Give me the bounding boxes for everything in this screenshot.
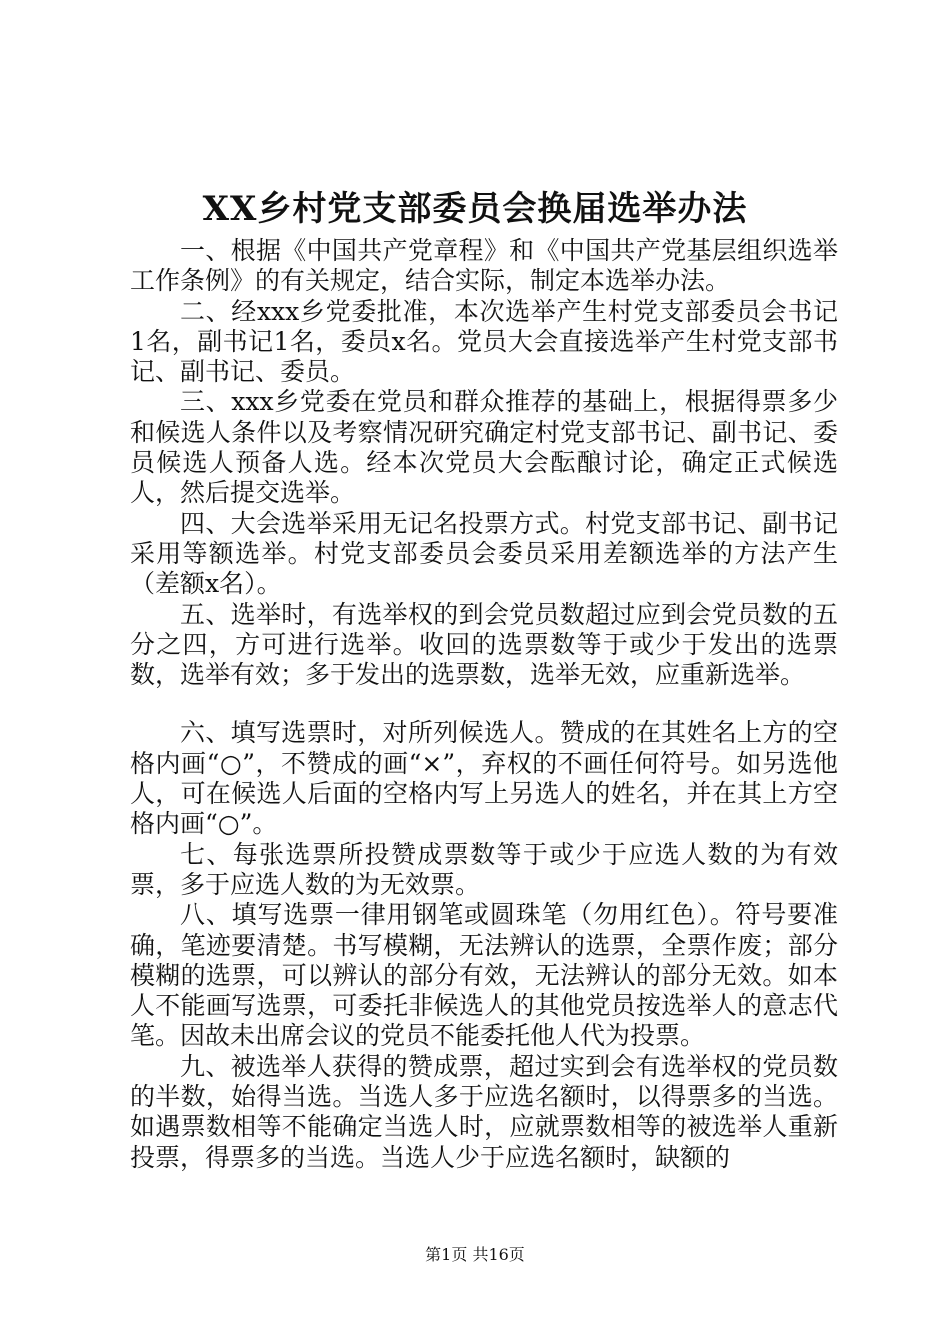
paragraph-4: 四、大会选举采用无记名投票方式。村党支部书记、副书记采用等额选举。村党支部委员会委员采用差额选举的方法产生（差额x名）。 <box>130 508 838 599</box>
page-footer: 第1页 共16页 <box>425 1245 525 1264</box>
paragraph-9: 九、被选举人获得的赞成票，超过实到会有选举权的党员数的半数，始得当选。当选人多于应选名额时，以得票多的当选。如遇票数相等不能确定当选人时，应就票数相等的被选举人重新投票，得票多的当选。当选人少于应选名额时，缺额的 <box>130 1051 838 1172</box>
paragraph-6: 六、填写选票时，对所列候选人。赞成的在其姓名上方的空格内画“○”，不赞成的画“×”，弃权的不画任何符号。如另选他人，可在候选人后面的空格内写上另选人的姓名，并在其上方空格内画“○”。 <box>130 718 838 839</box>
paragraph-1: 一、根据《中国共产党章程》和《中国共产党基层组织选举工作条例》的有关规定，结合实际，制定本选举办法。 <box>130 236 838 296</box>
paragraph-8: 八、填写选票一律用钢笔或圆珠笔（勿用红色）。符号要准确，笔迹要清楚。书写模糊，无法辨认的选票，全票作废；部分模糊的选票，可以辨认的部分有效，无法辨认的部分无效。如本人不能画写选票，可委托非候选人的其他党员按选举人的意志代笔。因故未出席会议的党员不能委托他人代为投票。 <box>130 900 838 1051</box>
paragraph-2: 二、经xxx乡党委批准，本次选举产生村党支部委员会书记1名，副书记1名，委员x名。党员大会直接选举产生村党支部书记、副书记、委员。 <box>130 296 838 387</box>
paragraph-7: 七、每张选票所投赞成票数等于或少于应选人数的为有效票，多于应选人数的为无效票。 <box>130 839 838 899</box>
document-title: XX乡村党支部委员会换届选举办法 <box>202 189 748 229</box>
paragraph-3: 三、xxx乡党委在党员和群众推荐的基础上，根据得票多少和候选人条件以及考察情况研究确定村党支部书记、副书记、委员候选人预备人选。经本次党员大会酝酿讨论，确定正式候选人，然后提交选举。 <box>130 387 838 508</box>
paragraph-5: 五、选举时，有选举权的到会党员数超过应到会党员数的五分之四，方可进行选举。收回的选票数等于或少于发出的选票数，选举有效；多于发出的选票数，选举无效，应重新选举。 <box>130 599 838 690</box>
document-body <box>130 236 838 1173</box>
